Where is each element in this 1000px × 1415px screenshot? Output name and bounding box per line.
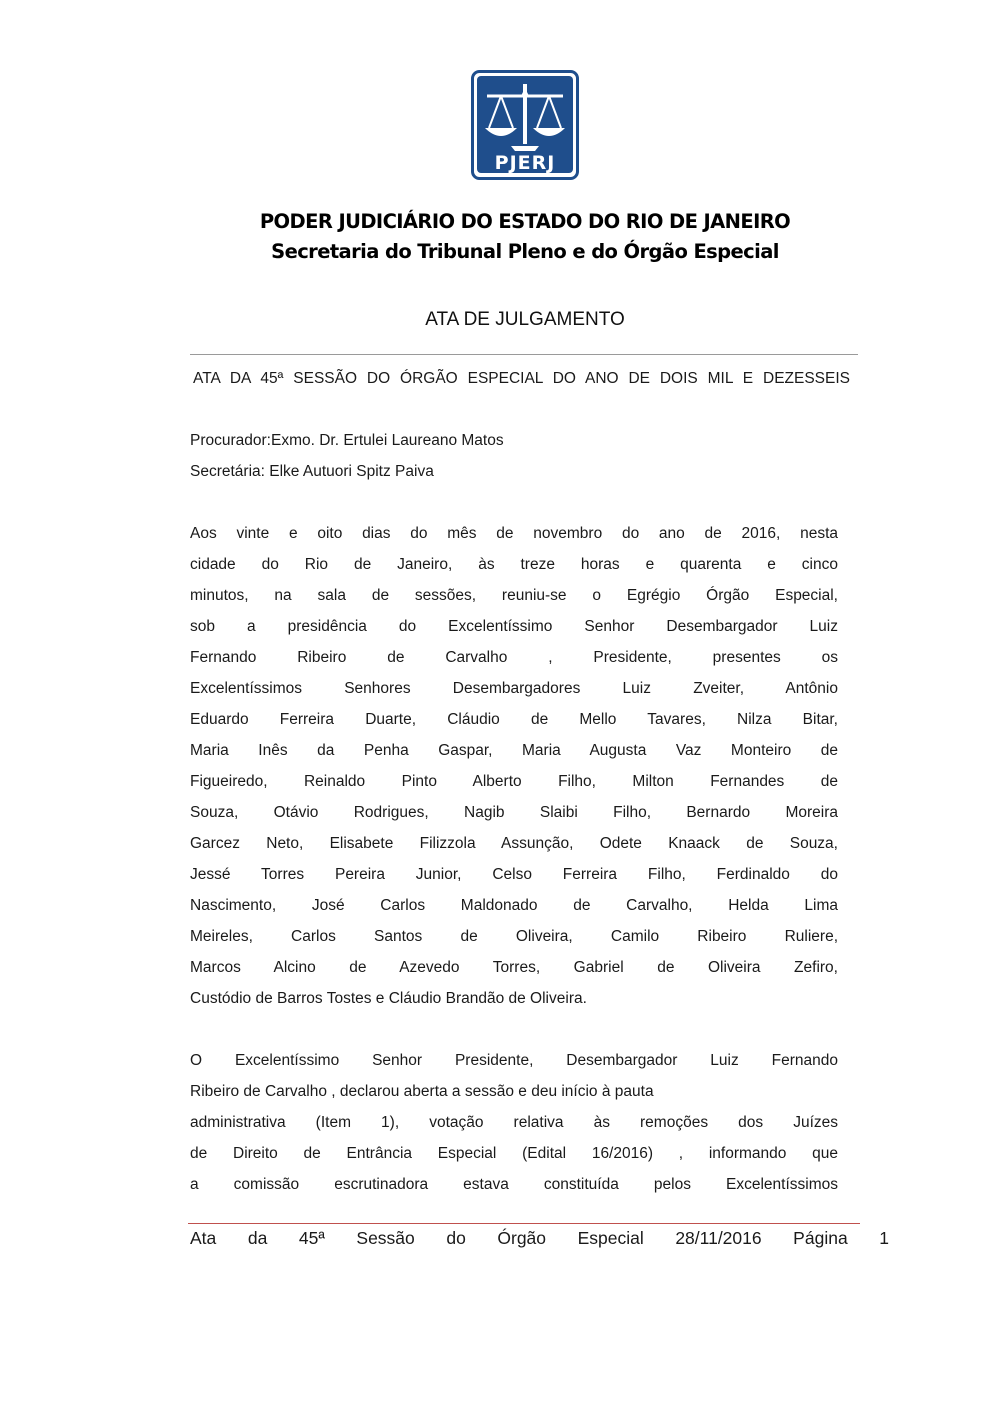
paragraph-line: Meireles, Carlos Santos de Oliveira, Camilo Ribeiro Ruliere, <box>190 928 838 945</box>
page-footer: Ata da 45ª Sessão do Órgão Especial 28/11/2016 Página 1 <box>190 1228 889 1248</box>
header-line2: Secretaria do Tribunal Pleno e do Órgão Especial <box>271 240 779 263</box>
paragraph-line: sob a presidência do Excelentíssimo Senhor Desembargador Luiz <box>190 618 838 635</box>
paragraph-line: Jessé Torres Pereira Junior, Celso Ferreira Filho, Ferdinaldo do <box>190 866 838 883</box>
logo-text: PJERJ <box>494 152 556 174</box>
paragraph-line: administrativa (Item 1), votação relativa às remoções dos Juízes <box>190 1114 838 1131</box>
procurador-line: Procurador:Exmo. Dr. Ertulei Laureano Matos <box>190 432 504 449</box>
paragraph-line: Excelentíssimos Senhores Desembargadores Luiz Zveiter, Antônio <box>190 680 838 697</box>
paragraph-line: Ribeiro de Carvalho , declarou aberta a sessão e deu início à pauta <box>190 1083 654 1100</box>
paragraph-line: Custódio de Barros Tostes e Cláudio Brandão de Oliveira. <box>190 990 587 1007</box>
paragraph-line: Souza, Otávio Rodrigues, Nagib Slaibi Filho, Bernardo Moreira <box>190 804 838 821</box>
paragraph-line: Figueiredo, Reinaldo Pinto Alberto Filho, Milton Fernandes de <box>190 773 838 790</box>
paragraph-line: Maria Inês da Penha Gaspar, Maria Augusta Vaz Monteiro de <box>190 742 838 759</box>
paragraph-line: Eduardo Ferreira Duarte, Cláudio de Mello Tavares, Nilza Bitar, <box>190 711 838 728</box>
paragraph-line: Fernando Ribeiro de Carvalho , Presidente, presentes os <box>190 649 838 666</box>
paragraph-line: de Direito de Entrância Especial (Edital 16/2016) , informando que <box>190 1145 838 1162</box>
paragraph-line: Aos vinte e oito dias do mês de novembro do ano de 2016, nesta <box>190 525 838 542</box>
paragraph-line: a comissão escrutinadora estava constituída pelos Excelentíssimos <box>190 1176 838 1193</box>
session-title: ATA DA 45ª SESSÃO DO ÓRGÃO ESPECIAL DO ANO DE DOIS MIL E DEZESSEIS <box>193 370 850 387</box>
secretaria-line: Secretária: Elke Autuori Spitz Paiva <box>190 463 434 480</box>
paragraph-line: Marcos Alcino de Azevedo Torres, Gabriel de Oliveira Zefiro, <box>190 959 838 976</box>
paragraph-line: cidade do Rio de Janeiro, às treze horas e quarenta e cinco <box>190 556 838 573</box>
pjerj-logo <box>471 70 579 180</box>
paragraph-line: Nascimento, José Carlos Maldonado de Carvalho, Helda Lima <box>190 897 838 914</box>
paragraph-line: minutos, na sala de sessões, reuniu-se o Egrégio Órgão Especial, <box>190 587 838 604</box>
header-divider <box>190 354 858 355</box>
header-line1: PODER JUDICIÁRIO DO ESTADO DO RIO DE JANEIRO <box>259 210 791 233</box>
document-title: ATA DE JULGAMENTO <box>425 309 625 330</box>
paragraph-line: O Excelentíssimo Senhor Presidente, Desembargador Luiz Fernando <box>190 1052 838 1069</box>
paragraph-line: Garcez Neto, Elisabete Filizzola Assunção, Odete Knaack de Souza, <box>190 835 838 852</box>
footer-divider <box>188 1223 860 1224</box>
